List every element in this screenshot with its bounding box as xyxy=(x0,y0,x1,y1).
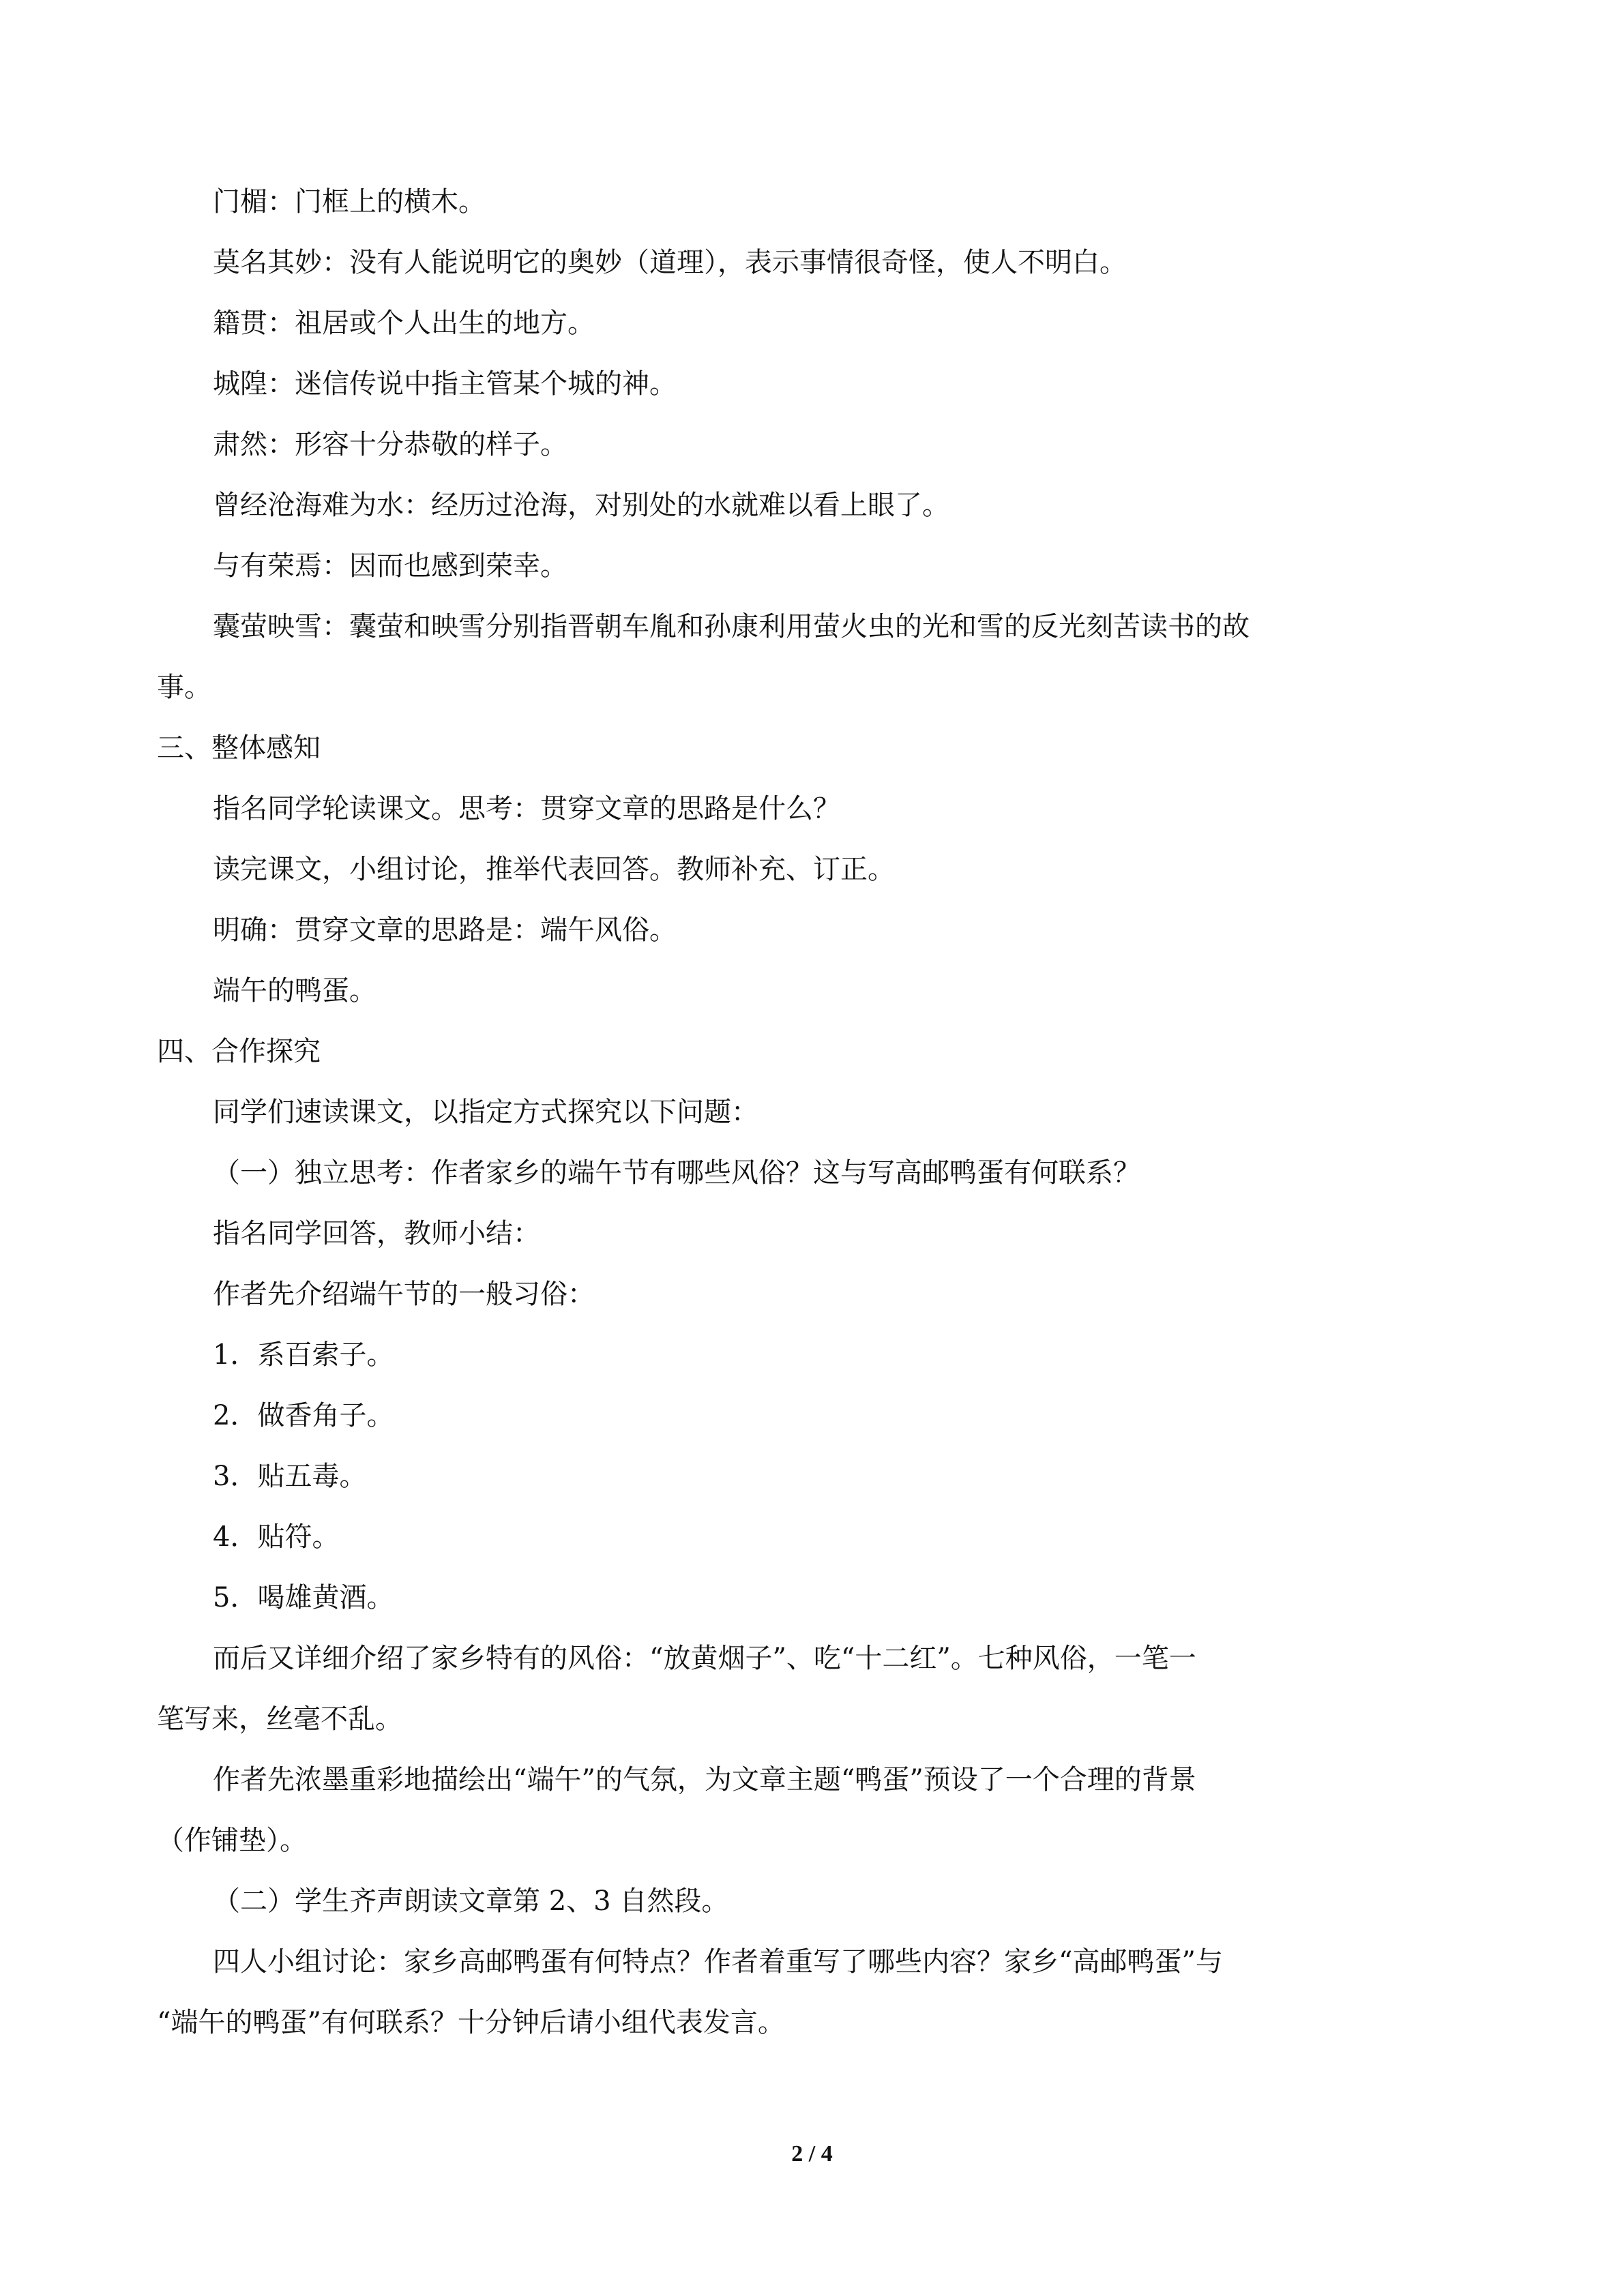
text-line: 三、整体感知 xyxy=(157,732,321,764)
text-line: 4．贴符。 xyxy=(213,1521,340,1553)
text-line: 读完课文，小组讨论，推举代表回答。教师补充、订正。 xyxy=(213,854,895,885)
text-line: 明确：贯穿文章的思路是：端午风俗。 xyxy=(213,914,677,946)
text-line: 四、合作探究 xyxy=(157,1036,321,1067)
text-line: 笔写来，丝毫不乱。 xyxy=(157,1703,402,1735)
text-line: 同学们速读课文，以指定方式探究以下问题： xyxy=(213,1097,758,1128)
text-line: 指名同学轮读课文。思考：贯穿文章的思路是什么？ xyxy=(213,793,840,824)
text-line: 端午的鸭蛋。 xyxy=(213,975,377,1007)
text-line: 作者先浓墨重彩地描绘出“端午”的气氛，为文章主题“鸭蛋”预设了一个合理的背景 xyxy=(213,1764,1196,1795)
text-line: 曾经沧海难为水：经历过沧海，对别处的水就难以看上眼了。 xyxy=(213,490,949,521)
text-line: 3．贴五毒。 xyxy=(213,1461,367,1492)
text-line: 1．系百索子。 xyxy=(213,1339,394,1371)
text-line: 城隍：迷信传说中指主管某个城的神。 xyxy=(213,368,677,400)
text-line: 2．做香角子。 xyxy=(213,1400,394,1431)
text-line: 门楣：门框上的横木。 xyxy=(213,186,486,218)
text-line: 囊萤映雪：囊萤和映雪分别指晋朝车胤和孙康利用萤火虫的光和雪的反光刻苦读书的故 xyxy=(213,611,1250,642)
text-line: 5．喝雄黄酒。 xyxy=(213,1582,394,1613)
text-line: 莫名其妙：没有人能说明它的奥妙（道理），表示事情很奇怪，使人不明白。 xyxy=(213,247,1127,278)
text-line: 事。 xyxy=(157,672,211,703)
text-line: 指名同学回答，教师小结： xyxy=(213,1218,540,1249)
page-body xyxy=(157,172,1473,2053)
text-line: （作铺垫）。 xyxy=(157,1825,307,1856)
text-line: 四人小组讨论：家乡高邮鸭蛋有何特点？作者着重写了哪些内容？家乡“高邮鸭蛋”与 xyxy=(213,1946,1223,1978)
text-line: 作者先介绍端午节的一般习俗： xyxy=(213,1279,595,1310)
page-number: 2 / 4 xyxy=(791,2141,833,2166)
text-line: “端午的鸭蛋”有何联系？十分钟后请小组代表发言。 xyxy=(157,2007,785,2038)
text-line: （一）独立思考：作者家乡的端午节有哪些风俗？这与写高邮鸭蛋有何联系？ xyxy=(213,1157,1140,1189)
text-line: 籍贯：祖居或个人出生的地方。 xyxy=(213,308,595,339)
text-line: 与有荣焉：因而也感到荣幸。 xyxy=(213,550,567,582)
text-line: 而后又详细介绍了家乡特有的风俗：“放黄烟子”、吃“十二红”。七种风俗，一笔一 xyxy=(213,1643,1196,1674)
text-line: 肃然：形容十分恭敬的样子。 xyxy=(213,429,567,460)
text-line: （二）学生齐声朗读文章第 2、3 自然段。 xyxy=(213,1885,729,1917)
